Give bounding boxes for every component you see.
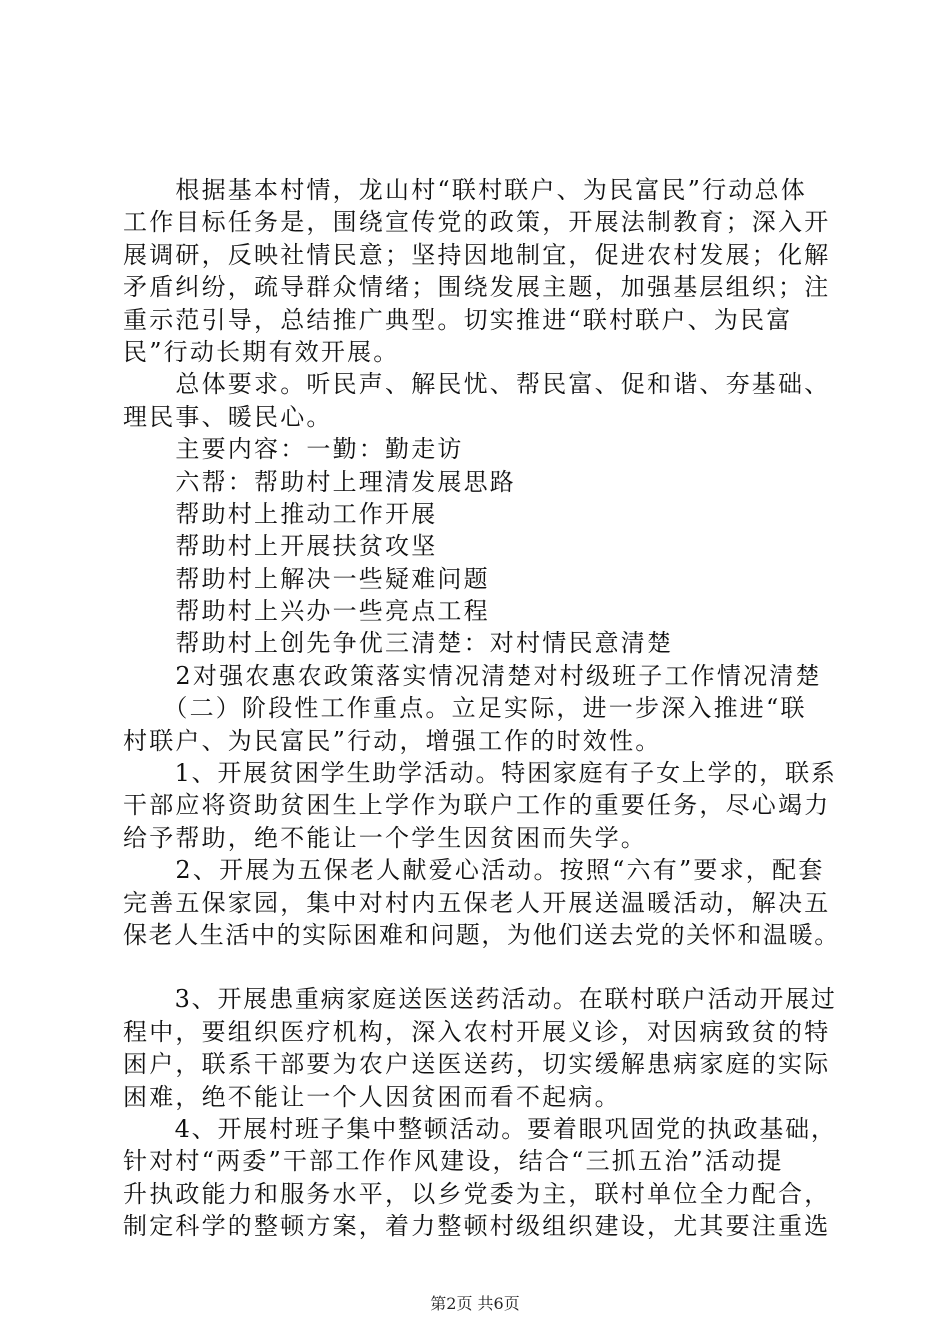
- text-line: 帮助村上创先争优三清楚：对村情民意清楚: [123, 629, 674, 658]
- text-line: 干部应将资助贫困生上学作为联户工作的重要任务，尽心竭力: [123, 791, 831, 820]
- text-line: 升执政能力和服务水平，以乡党委为主，联村单位全力配合，: [123, 1179, 831, 1208]
- text-line: 2对强农惠农政策落实情况清楚对村级班子工作情况清楚: [123, 661, 822, 690]
- text-line: 困户，联系干部要为农户送医送药，切实缓解患病家庭的实际: [123, 1050, 831, 1079]
- text-line: 总体要求。听民声、解民忧、帮民富、促和谐、夯基础、: [123, 370, 831, 399]
- text-line: 困难，绝不能让一个人因贫困而看不起病。: [123, 1082, 621, 1111]
- text-line: 矛盾纠纷，疏导群众情绪；围绕发展主题，加强基层组织；注: [123, 273, 831, 302]
- text-line: 理民事、暖民心。: [123, 402, 333, 431]
- text-line: 主要内容：一勤：勤走访: [123, 435, 464, 464]
- text-line: 帮助村上推动工作开展: [123, 499, 438, 528]
- text-line: 民”行动长期有效开展。: [123, 337, 400, 366]
- text-line: 帮助村上开展扶贫攻坚: [123, 532, 438, 561]
- text-line: 保老人生活中的实际困难和问题，为他们送去党的关怀和温暖。: [123, 920, 840, 949]
- text-line: 程中，要组织医疗机构，深入农村开展义诊，对因病致贫的特: [123, 1017, 831, 1046]
- text-line: 根据基本村情，龙山村“联村联户、为民富民”行动总体: [123, 176, 807, 204]
- text-line: 完善五保家园，集中对村内五保老人开展送温暖活动，解决五: [123, 888, 831, 917]
- text-line: 制定科学的整顿方案，着力整顿村级组织建设，尤其要注重选: [123, 1212, 831, 1241]
- text-line: 展调研，反映社情民意；坚持因地制宜，促进农村发展；化解: [123, 240, 831, 269]
- text-line: [123, 951, 841, 983]
- page-footer: 第2页 共6页: [430, 1294, 520, 1313]
- text-line: 村联户、为民富民”行动，增强工作的时效性。: [123, 726, 662, 755]
- text-line: 帮助村上解决一些疑难问题: [123, 564, 490, 593]
- text-line: 1、开展贫困学生助学活动。特困家庭有子女上学的，联系: [123, 759, 837, 788]
- text-line: 六帮：帮助村上理清发展思路: [123, 467, 516, 496]
- text-line: 工作目标任务是，围绕宣传党的政策，开展法制教育；深入开: [123, 208, 831, 237]
- text-line: 4、开展村班子集中整顿活动。要着眼巩固党的执政基础，: [123, 1114, 837, 1143]
- text-line: 3、开展患重病家庭送医送药活动。在联村联户活动开展过: [123, 985, 837, 1014]
- text-line: 给予帮助，绝不能让一个学生因贫困而失学。: [123, 823, 647, 852]
- text-line: 针对村“两委”干部工作作风建设，结合“三抓五治”活动提: [123, 1147, 784, 1176]
- text-line: （二）阶段性工作重点。立足实际，进一步深入推进“联: [123, 694, 807, 723]
- text-line: 2、开展为五保老人献爱心活动。按照“六有”要求，配套: [123, 856, 825, 885]
- document-body: [123, 174, 841, 1243]
- text-line: 帮助村上兴办一些亮点工程: [123, 597, 490, 626]
- text-line: 重示范引导，总结推广典型。切实推进“联村联户、为民富: [123, 305, 793, 334]
